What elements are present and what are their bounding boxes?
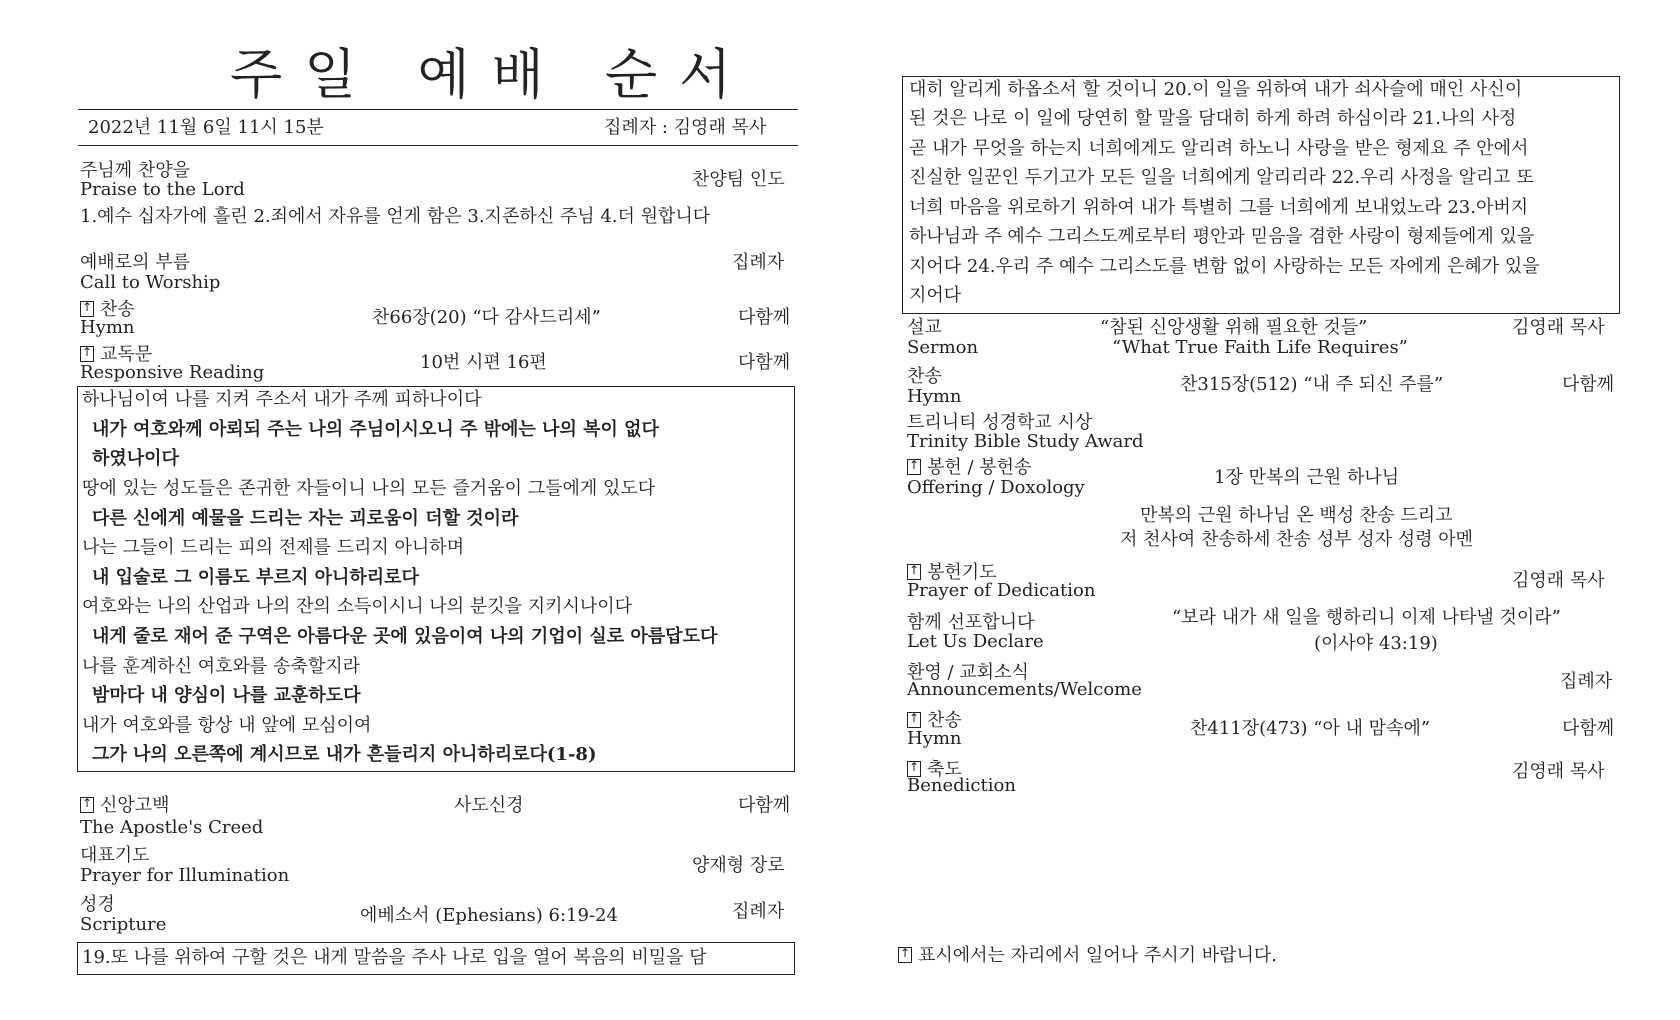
scripture-content: 에베소서 (Ephesians) 6:19-24 bbox=[360, 905, 618, 926]
stand-icon bbox=[80, 301, 94, 317]
standing-footnote: ↑표시에서는 자리에서 일어나 주시기 바랍니다. bbox=[898, 946, 1277, 966]
hymn2-content: 찬315장(512) “내 주 되신 주를” bbox=[1180, 374, 1444, 395]
service-leader: 집례자 : 김영래 목사 bbox=[604, 117, 767, 138]
hymn3-leader: 다함께 bbox=[1562, 718, 1615, 739]
dedication-title-ko: ↑봉헌기도 bbox=[907, 563, 997, 583]
creed-leader: 다함께 bbox=[738, 795, 791, 816]
hymn3-title-en: Hymn bbox=[907, 728, 962, 749]
page-title: 주일 예배 순서 bbox=[230, 43, 754, 106]
scripture-title-ko: 성경 bbox=[80, 894, 115, 915]
responsive-reading-box bbox=[77, 386, 795, 772]
scripture-box-left bbox=[77, 942, 795, 975]
stand-icon bbox=[907, 564, 921, 580]
declare-title-ko: 함께 선포합니다 bbox=[907, 612, 1035, 633]
hymn1-title-en: Hymn bbox=[80, 317, 135, 338]
dedication-leader: 김영래 목사 bbox=[1512, 570, 1605, 591]
sermon-title-en: Sermon bbox=[907, 337, 979, 358]
scripture-title-en: Scripture bbox=[80, 914, 167, 935]
creed-title-ko: ↑신앙고백 bbox=[80, 796, 170, 816]
announce-leader: 집례자 bbox=[1560, 671, 1613, 692]
stand-icon bbox=[907, 459, 921, 475]
praise-songs: 1.예수 십자가에 흘린 2.죄에서 자유를 얻게 함은 3.지존하신 주님 4.더 원합니다 bbox=[80, 206, 711, 227]
reading-line: 내가 여호와를 항상 내 앞에 모심이여 bbox=[82, 715, 372, 736]
benediction-title-en: Benediction bbox=[907, 775, 1016, 796]
reading-leader: 다함께 bbox=[738, 352, 791, 373]
praise-title-ko: 주님께 찬양을 bbox=[80, 160, 191, 181]
stand-icon bbox=[907, 712, 921, 728]
reading-line: 내가 여호와께 아뢰되 주는 나의 주님이시오니 주 밖에는 나의 복이 없다 bbox=[92, 419, 659, 440]
stand-icon bbox=[80, 797, 94, 813]
reading-line: 내 입술로 그 이름도 부르지 아니하리로다 bbox=[92, 567, 419, 588]
benediction-leader: 김영래 목사 bbox=[1512, 761, 1605, 782]
sermon-text-en: “What True Faith Life Requires” bbox=[1112, 337, 1408, 358]
reading-line: 땅에 있는 성도들은 존귀한 자들이니 나의 모든 즐거움이 그들에게 있도다 bbox=[82, 478, 656, 499]
scripture-line: 19.또 나를 위하여 구할 것은 내게 말씀을 주사 나로 입을 열어 복음의 비밀을 담 bbox=[82, 947, 707, 968]
call-title-ko: 예배로의 부름 bbox=[80, 252, 191, 273]
hymn1-leader: 다함께 bbox=[738, 307, 791, 328]
scripture-leader: 집례자 bbox=[732, 901, 785, 922]
scripture-line: 하나님과 주 예수 그리스도께로부터 평안과 믿음을 겸한 사랑이 형제들에게 있을 bbox=[909, 226, 1535, 247]
call-leader: 집례자 bbox=[732, 252, 785, 273]
hymn1-content: 찬66장(20) “다 감사드리세” bbox=[372, 307, 601, 328]
scripture-line: 진실한 일꾼인 두기고가 모든 일을 너희에게 알리리라 22.우리 사정을 알리고 또 bbox=[909, 167, 1534, 188]
doxology-lyric-2: 저 천사여 찬송하세 찬송 성부 성자 성령 아멘 bbox=[1120, 529, 1474, 550]
declare-ref: (이사야 43:19) bbox=[1314, 633, 1438, 654]
reading-line: 다른 신에게 예물을 드리는 자는 괴로움이 더할 것이라 bbox=[92, 508, 519, 529]
stand-icon bbox=[80, 346, 94, 362]
reading-line: 나는 그들이 드리는 피의 전제를 드리지 아니하며 bbox=[82, 537, 465, 558]
praise-title-en: Praise to the Lord bbox=[80, 179, 245, 200]
prayer-title-en: Prayer for Illumination bbox=[80, 865, 290, 886]
creed-title-en: The Apostle's Creed bbox=[80, 817, 264, 838]
hymn2-leader: 다함께 bbox=[1562, 374, 1615, 395]
scripture-line: 지어다 24.우리 주 예수 그리스도를 변함 없이 사랑하는 모든 자에게 은혜가 있을 bbox=[909, 256, 1540, 277]
scripture-line: 곧 내가 무엇을 하는지 너희에게도 알리려 하노니 사랑을 받은 형제요 주 안에서 bbox=[909, 138, 1529, 159]
declare-quote: “보라 내가 새 일을 행하리니 이제 나타낼 것이라” bbox=[1172, 607, 1561, 628]
prayer-leader: 양재형 장로 bbox=[692, 855, 785, 876]
sermon-text-ko: “참된 신앙생활 위해 필요한 것들” bbox=[1100, 317, 1368, 338]
reading-line: 그가 나의 오른쪽에 계시므로 내가 흔들리지 아니하리로다(1-8) bbox=[92, 744, 597, 765]
scripture-line: 지어다 bbox=[909, 285, 962, 306]
reading-line: 내게 줄로 재어 준 구역은 아름다운 곳에 있음이여 나의 기업이 실로 아름답도다 bbox=[92, 626, 718, 647]
offering-title-ko: ↑봉헌 / 봉헌송 bbox=[907, 458, 1031, 478]
scripture-line: 대히 알리게 하옵소서 할 것이니 20.이 일을 위하여 내가 쇠사슬에 매인 사신이 bbox=[909, 79, 1523, 100]
prayer-title-ko: 대표기도 bbox=[80, 845, 150, 866]
reading-content: 10번 시편 16편 bbox=[420, 352, 547, 373]
hymn2-title-ko: 찬송 bbox=[907, 366, 942, 387]
announce-title-ko: 환영 / 교회소식 bbox=[907, 662, 1029, 683]
reading-line: 나를 훈계하신 여호와를 송축할지라 bbox=[82, 656, 360, 677]
hymn1-title-ko: ↑찬송 bbox=[80, 300, 135, 320]
award-title-en: Trinity Bible Study Award bbox=[907, 431, 1144, 452]
award-title-ko: 트리니티 성경학교 시상 bbox=[907, 412, 1093, 433]
scripture-box-right bbox=[902, 76, 1620, 314]
reading-title-en: Responsive Reading bbox=[80, 362, 265, 383]
doxology-lyric-1: 만복의 근원 하나님 온 백성 찬송 드리고 bbox=[1140, 505, 1453, 526]
offering-content: 1장 만복의 근원 하나님 bbox=[1214, 467, 1400, 488]
hymn3-content: 찬411장(473) “아 내 맘속에” bbox=[1190, 718, 1431, 739]
call-title-en: Call to Worship bbox=[80, 272, 221, 293]
sermon-title-ko: 설교 bbox=[907, 317, 942, 338]
reading-title-ko: ↑교독문 bbox=[80, 345, 152, 365]
reading-line: 밤마다 내 양심이 나를 교훈하도다 bbox=[92, 685, 361, 706]
header-top-rule bbox=[78, 109, 798, 110]
scripture-line: 너희 마음을 위로하기 위하여 내가 특별히 그를 너희에게 보내었노라 23.아버지 bbox=[909, 197, 1529, 218]
stand-icon bbox=[898, 947, 912, 963]
creed-content: 사도신경 bbox=[454, 795, 524, 816]
benediction-title-ko: ↑축도 bbox=[907, 760, 962, 780]
scripture-line: 된 것은 나로 이 일에 당연히 할 말을 담대히 하게 하려 하심이라 21.나의 사정 bbox=[909, 108, 1517, 129]
reading-line: 하였나이다 bbox=[92, 448, 179, 469]
service-date: 2022년 11월 6일 11시 15분 bbox=[88, 117, 324, 138]
declare-title-en: Let Us Declare bbox=[907, 631, 1044, 652]
dedication-title-en: Prayer of Dedication bbox=[907, 580, 1096, 601]
announce-title-en: Announcements/Welcome bbox=[907, 679, 1142, 700]
sermon-leader: 김영래 목사 bbox=[1512, 317, 1605, 338]
hymn3-title-ko: ↑찬송 bbox=[907, 711, 962, 731]
reading-line: 하나님이여 나를 지켜 주소서 내가 주께 피하나이다 bbox=[82, 389, 482, 410]
offering-title-en: Offering / Doxology bbox=[907, 477, 1085, 498]
hymn2-title-en: Hymn bbox=[907, 386, 962, 407]
praise-leader: 찬양팀 인도 bbox=[692, 169, 785, 190]
reading-line: 여호와는 나의 산업과 나의 잔의 소득이시니 나의 분깃을 지키시나이다 bbox=[82, 596, 633, 617]
header-bottom-rule bbox=[78, 145, 798, 146]
